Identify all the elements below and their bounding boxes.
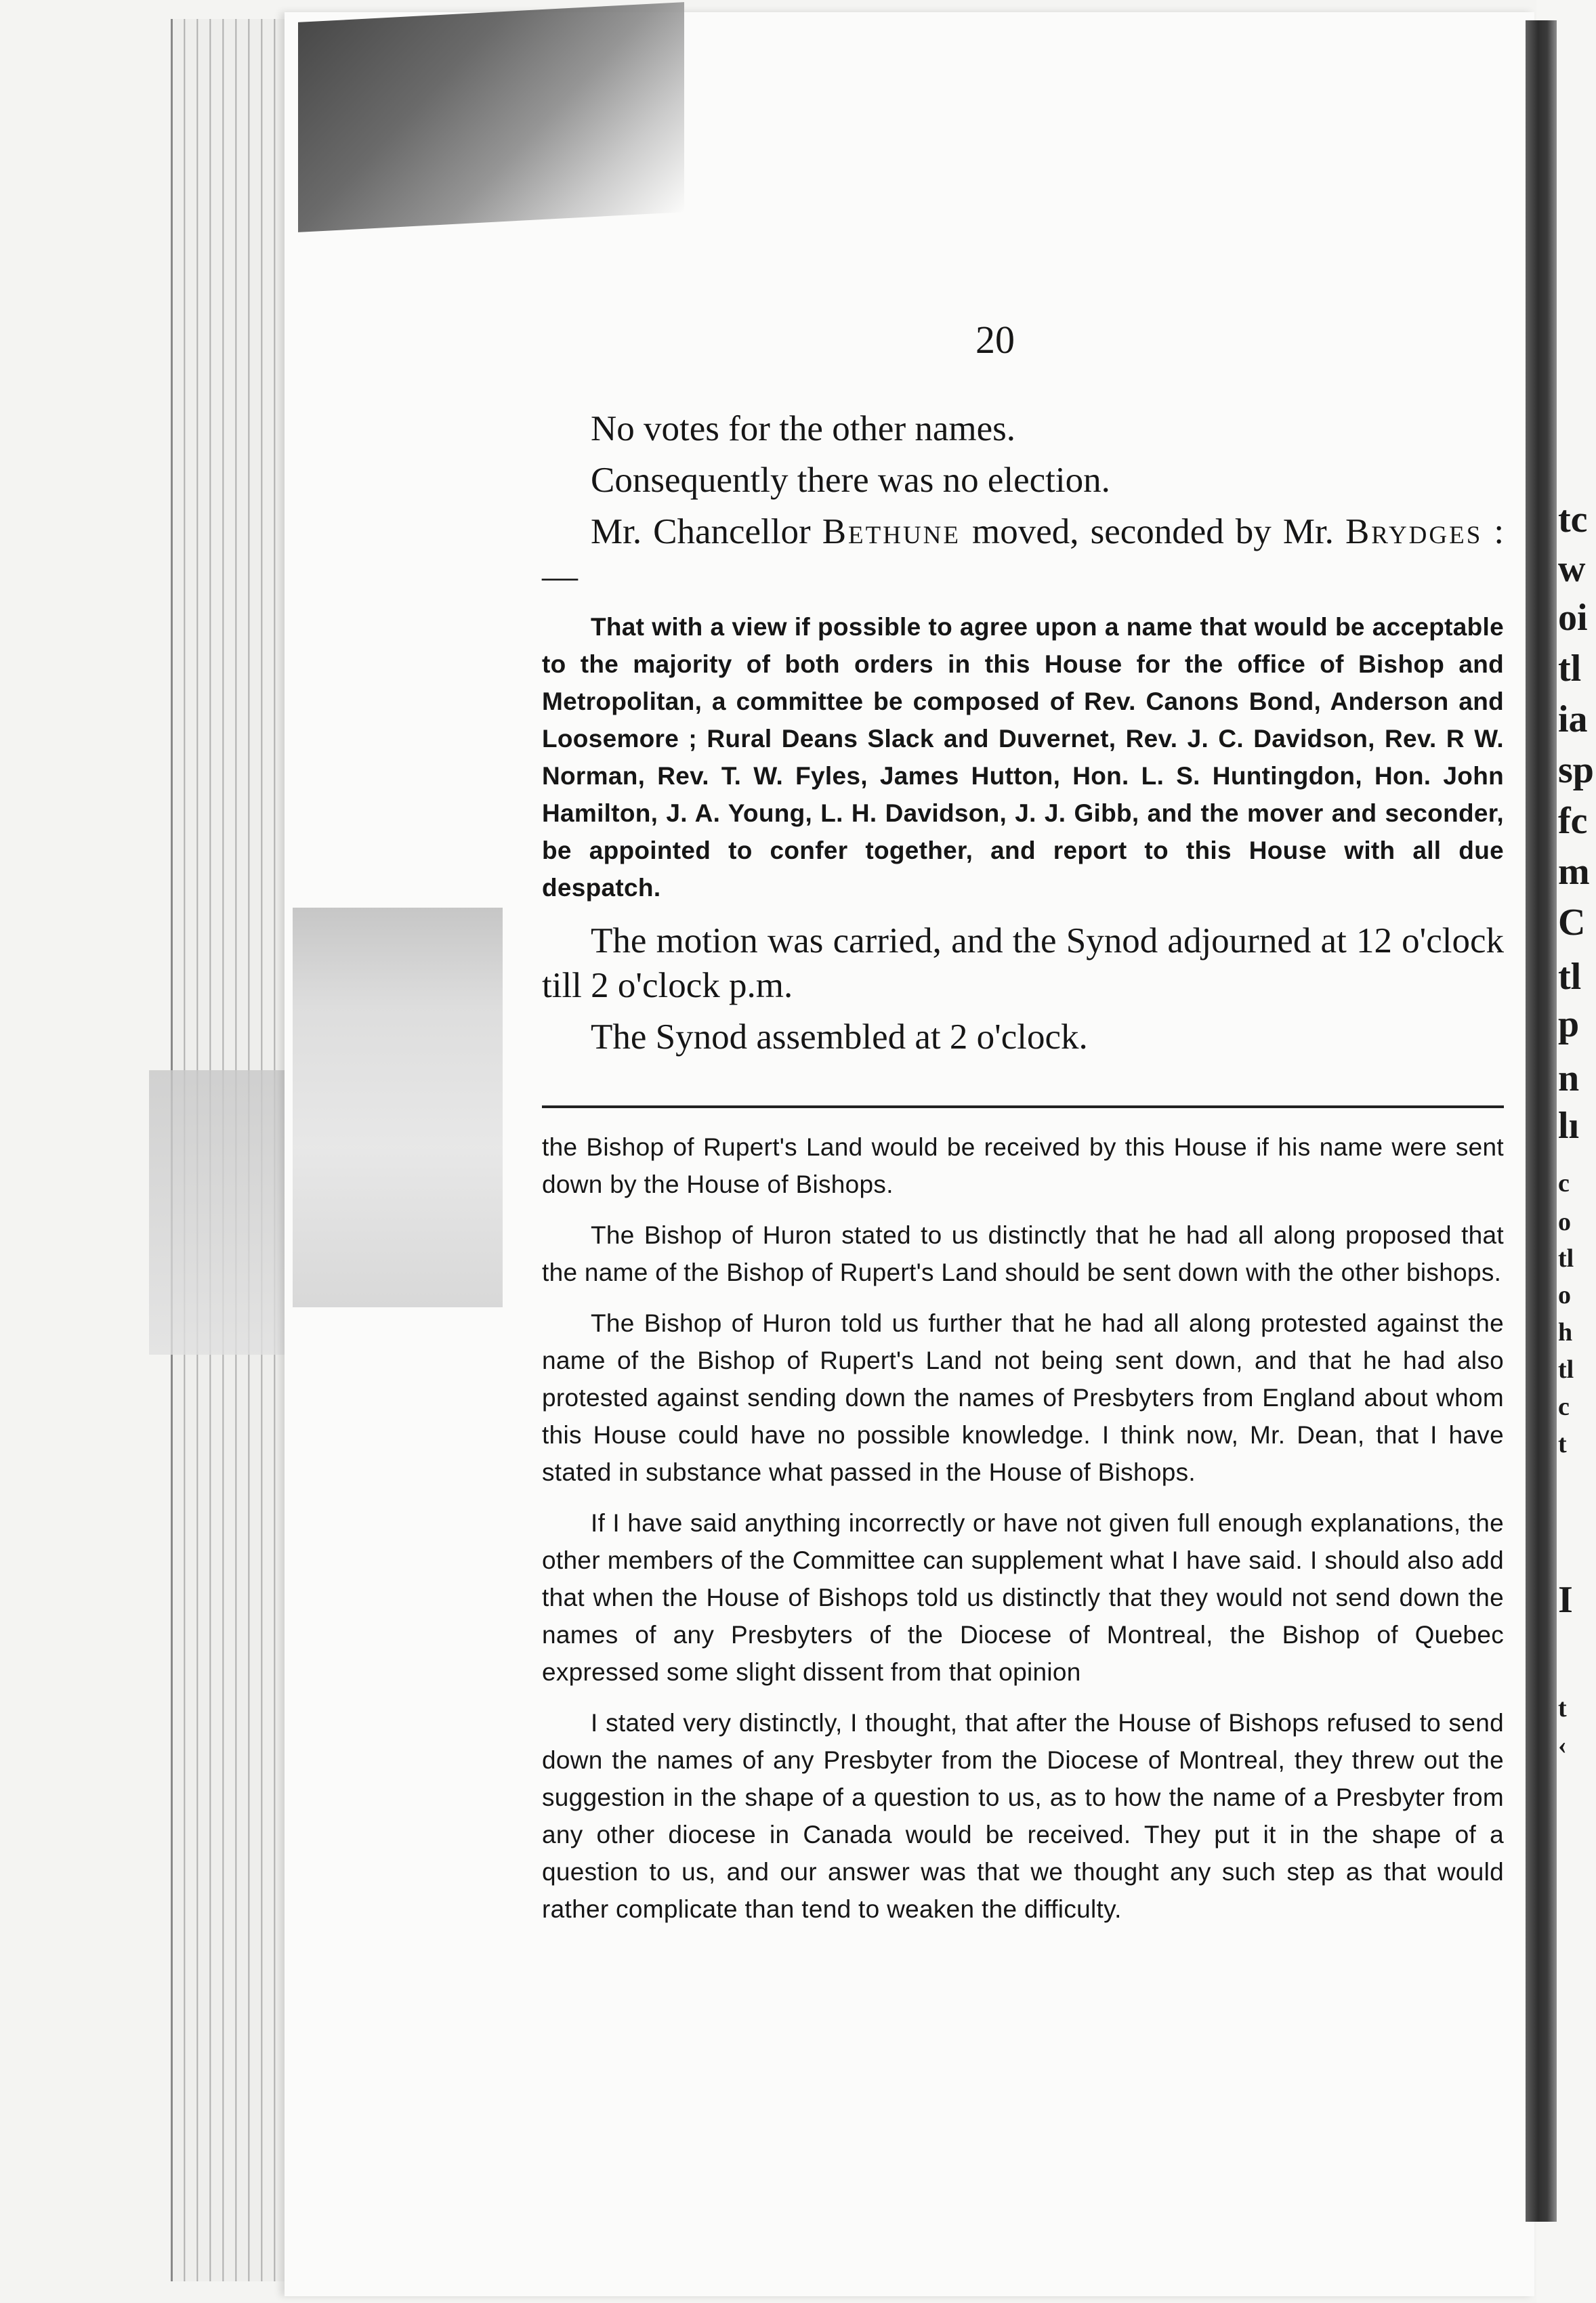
page-body <box>542 406 1504 1941</box>
text-run: moved, seconded by Mr. <box>972 512 1334 551</box>
facing-page-fragment: t <box>1558 1694 1567 1723</box>
facing-page-fragment: w <box>1558 548 1586 590</box>
footnote-paragraph: The Bishop of Huron stated to us distinctly that he had all along proposed that the name of the Bishop of Rupert's Land should be sent down with the other bishops. <box>542 1221 1504 1286</box>
facing-page-fragment: o <box>1558 1208 1571 1236</box>
facing-page-fragment: ‹ <box>1558 1731 1567 1760</box>
facing-page-fragment: tl <box>1558 1355 1574 1384</box>
facing-page-fragment: tl <box>1558 648 1582 690</box>
footnote-paragraph: If I have said anything incorrectly or have not given full enough explanations, the other members of the Committee can supplement what I have said. I should also add that when the House of Bishops told us distinctly that they would not send down the names of any Presbyters of the Diocese of Montreal, the Bishop of Quebec expressed some slight dissent from that opinion <box>542 1509 1504 1686</box>
facing-page-fragment: tl <box>1558 956 1582 998</box>
facing-page-fragment: h <box>1558 1318 1573 1347</box>
facing-page-fragment: n <box>1558 1057 1580 1099</box>
paragraph <box>542 509 1504 599</box>
facing-page-fragment: m <box>1558 851 1590 893</box>
facing-page-fragment: c <box>1558 1393 1570 1421</box>
facing-page-fragment: ia <box>1558 698 1588 740</box>
text-run: Mr. Chancellor <box>591 512 811 551</box>
person-name: Brydges <box>1345 512 1483 551</box>
facing-page-fragment: lı <box>1558 1105 1580 1147</box>
paragraph: No votes for the other names. <box>591 409 1015 448</box>
paragraph: The motion was carried, and the Synod adjourned at 12 o'clock till 2 o'clock p.m. <box>542 921 1504 1005</box>
bleed-through-patch <box>293 908 503 1307</box>
facing-page-fragment: p <box>1558 1003 1580 1045</box>
person-name: Bethune <box>822 512 961 551</box>
footnote-paragraph: I stated very distinctly, I thought, that after the House of Bishops refused to send down the names of any Presbyter from the Diocese of Montreal, they threw out the suggestion in the shape of a question to us, as to how the name of a Presbyter from any other diocese in Canada would be received. They put it in the shape of a question to us, and our answer was that we thought any such step as that would rather complicate than tend to weaken the difficulty. <box>542 1709 1504 1923</box>
page-number: 20 <box>975 318 1015 362</box>
paragraph: The Synod assembled at 2 o'clock. <box>591 1017 1088 1057</box>
facing-page-fragment: tc <box>1558 499 1588 541</box>
scan-smudge <box>298 2 684 232</box>
footnote-paragraph: The Bishop of Huron told us further that he had all along protested against the name of the Bishop of Rupert's Land not being sent down, and that he had also protested against sending down the names of Presbyters from England about whom this House could have no possible knowledge. I think now, Mr. Dean, that I have stated in substance what passed in the House of Bishops. <box>542 1309 1504 1486</box>
facing-page-fragment: fc <box>1558 800 1588 842</box>
facing-page-fragment: tl <box>1558 1244 1574 1273</box>
facing-page-fragment: t <box>1558 1430 1567 1458</box>
motion-text: That with a view if possible to agree upon a name that would be acceptable to the majority of both orders in this House for the office of Bishop and Metropolitan, a committee be composed of Rev. Canons Bond, Anderson and Loosemore ; Rural Deans Slack and Duvernet, Rev. J. C. Davidson, Rev. R W. Norman, Rev. T. W. Fyles, James Hutton, Hon. L. S. Huntingdon, Hon. John Hamilton, J. A. Young, L. H. Davidson, J. J. Gibb, and the mover and seconder, be appointed to confer together, and report to this House with all due despatch. <box>542 613 1504 902</box>
text-run: :— <box>542 512 1505 596</box>
footnote-paragraph: the Bishop of Rupert's Land would be received by this House if his name were sent down by the House of Bishops. <box>542 1133 1504 1198</box>
facing-page-fragment: sp <box>1558 749 1594 791</box>
footnote-divider <box>542 1105 1504 1108</box>
book-spine <box>1526 20 1557 2222</box>
facing-page-fragment: C <box>1558 902 1586 944</box>
facing-page-fragment: I <box>1558 1579 1573 1621</box>
facing-page-fragment: oi <box>1558 597 1588 639</box>
paragraph: Consequently there was no election. <box>591 461 1110 500</box>
facing-page-fragment: c <box>1558 1169 1570 1198</box>
facing-page-fragment: o <box>1558 1281 1571 1309</box>
